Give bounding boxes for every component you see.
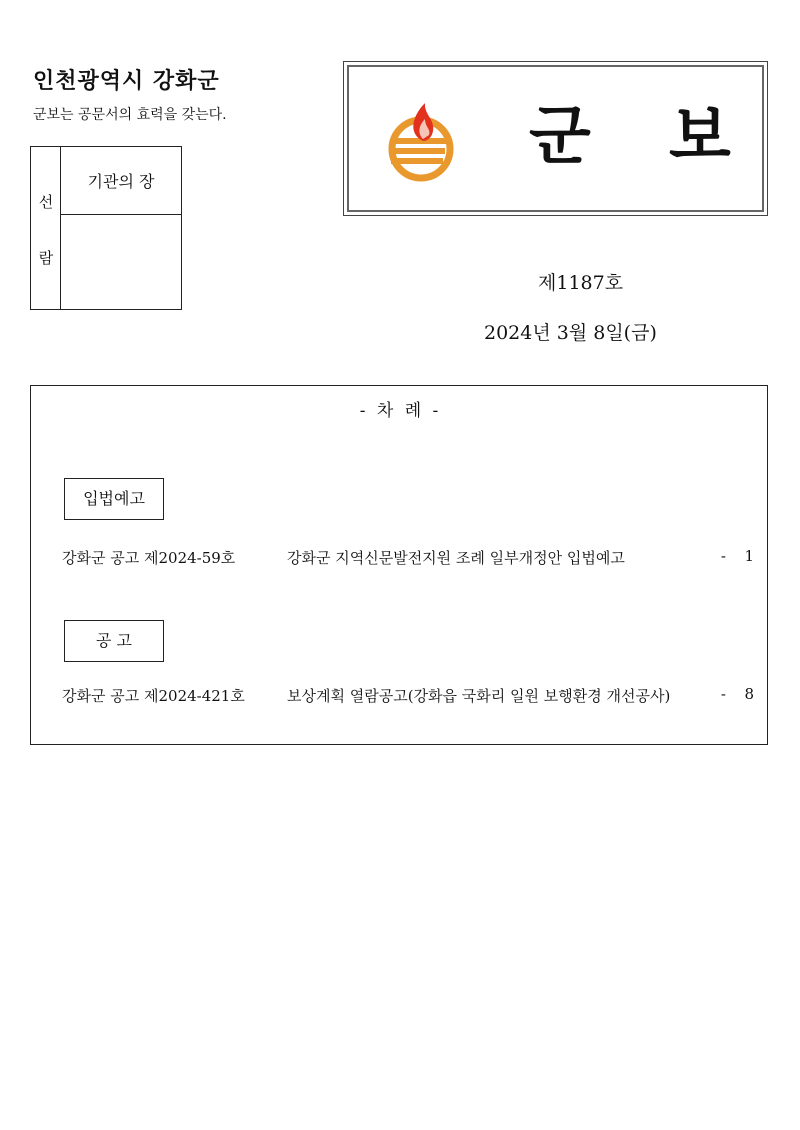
approval-side-column: [31, 147, 61, 309]
toc-entry-notice-number: 강화군 공고 제2024-59호: [62, 549, 236, 567]
approval-head-label: 기관의 장: [61, 147, 181, 215]
masthead-title-first: 군: [529, 100, 591, 174]
masthead-inner-frame: [347, 65, 764, 212]
approval-side-bottom: 람: [38, 249, 54, 267]
masthead-title-second: 보: [669, 100, 731, 174]
toc-title: - 차 례 -: [359, 401, 439, 421]
section-label-legislative-notice: 입법예고: [64, 478, 164, 520]
toc-entry-subject: 보상계획 열람공고(강화읍 국화리 일원 보행환경 개선공사): [287, 687, 671, 705]
org-name: 인천광역시 강화군: [33, 69, 220, 94]
toc-entry-dash: -: [720, 685, 726, 703]
approval-side-top: 선: [38, 193, 54, 211]
bulletin-legal-note: 군보는 공문서의 효력을 갖는다.: [33, 107, 227, 123]
toc-entry[interactable]: [62, 685, 754, 705]
toc-entry-page: 1: [744, 547, 754, 565]
toc-entry-page: 8: [744, 685, 754, 703]
issue-date: 2024년 3월 8일(금): [484, 322, 657, 344]
table-of-contents: [30, 385, 768, 745]
toc-entry-subject: 강화군 지역신문발전지원 조례 일부개정안 입법예고: [287, 549, 625, 567]
toc-entry-notice-number: 강화군 공고 제2024-421호: [62, 687, 245, 705]
section-label-public-notice: 공 고: [64, 620, 164, 662]
masthead: [343, 61, 768, 216]
county-emblem-icon: [377, 97, 467, 187]
toc-entry[interactable]: [62, 547, 754, 567]
approval-box: [30, 146, 182, 310]
issue-number: 제1187호: [538, 272, 624, 294]
toc-entry-dash: -: [720, 547, 726, 565]
